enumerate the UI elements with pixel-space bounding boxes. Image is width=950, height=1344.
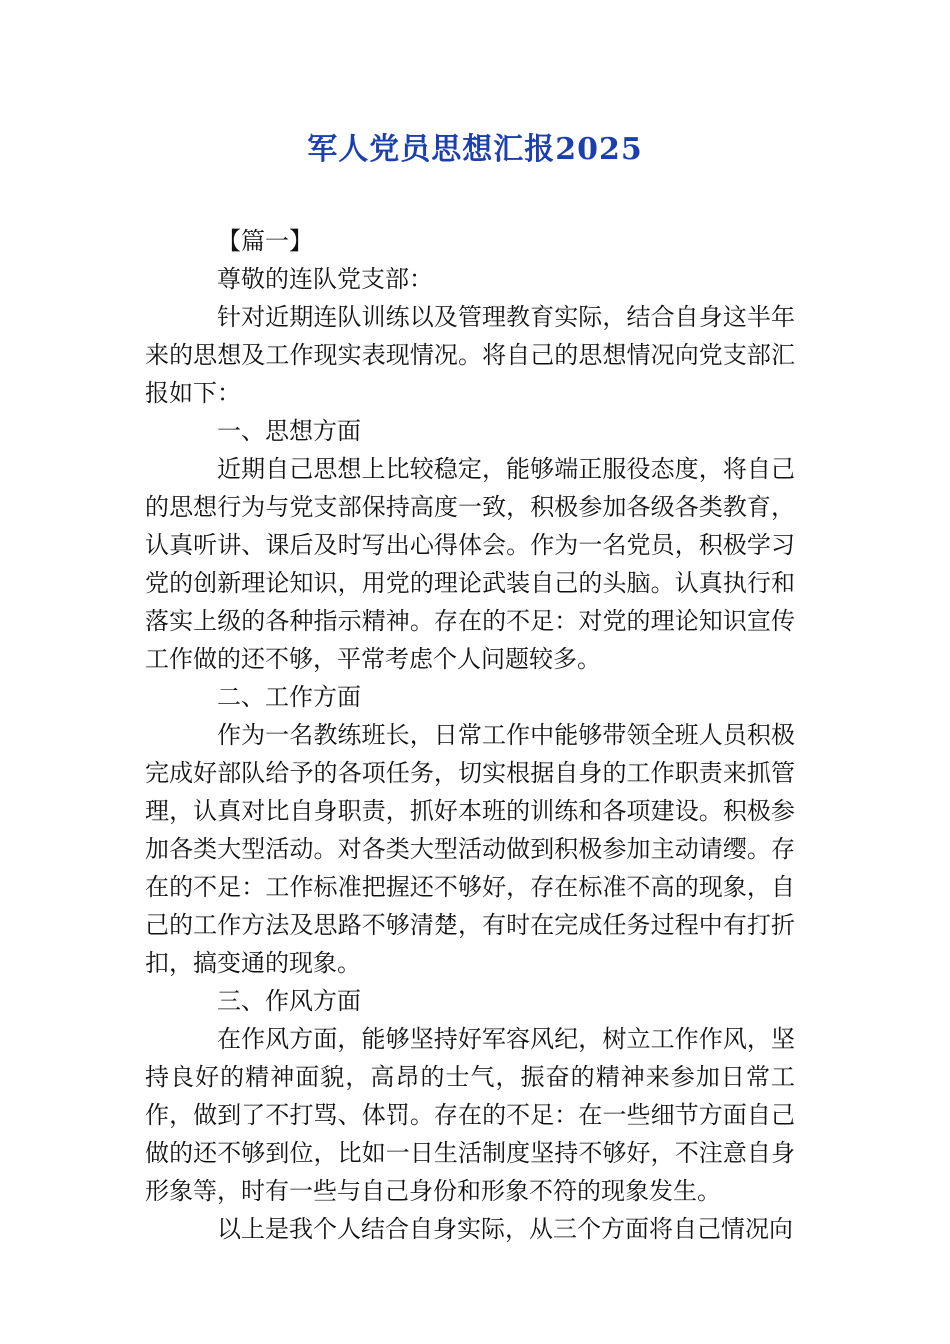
paragraph-style: 在作风方面，能够坚持好军容风纪，树立工作作风，坚持良好的精神面貌，高昂的士气，振奋的精神来参加日常工作，做到了不打骂、体罚。存在的不足：在一些细节方面自己做的还不够到位，比如一日生活制度坚持不够好，不注意自身形象等，时有一些与自己身份和形象不符的现象发生。 <box>145 1025 795 1205</box>
paragraph-work: 作为一名教练班长，日常工作中能够带领全班人员积极完成好部队给予的各项任务，切实根据自身的工作职责来抓管理，认真对比自身职责，抓好本班的训练和各项建设。积极参加各类大型活动。对各类大型活动做到积极参加主动请缨。存在的不足：工作标准把握还不够好，存在标准不高的现象，自己的工作方法及思路不够清楚，有时在完成任务过程中有打折扣，搞变通的现象。 <box>145 721 795 977</box>
section-label: 【篇一】 <box>217 227 313 255</box>
closing-paragraph: 以上是我个人结合自身实际，从三个方面将自己情况向 <box>217 1215 793 1243</box>
section-heading-thought: 一、思想方面 <box>217 417 361 445</box>
paragraph-thought: 近期自己思想上比较稳定，能够端正服役态度，将自己的思想行为与党支部保持高度一致，积极参加各级各类教育，认真听讲、课后及时写出心得体会。作为一名党员，积极学习党的创新理论知识，用党的理论武装自己的头脑。认真执行和落实上级的各种指示精神。存在的不足：对党的理论知识宣传工作做的还不够，平常考虑个人问题较多。 <box>145 455 795 673</box>
document-title: 军人党员思想汇报2025 <box>307 132 643 167</box>
document-body <box>145 222 795 1248</box>
section-heading-style: 三、作风方面 <box>217 987 361 1015</box>
salutation: 尊敬的连队党支部： <box>217 265 433 293</box>
section-heading-work: 二、工作方面 <box>217 683 361 711</box>
intro-paragraph: 针对近期连队训练以及管理教育实际，结合自身这半年来的思想及工作现实表现情况。将自己的思想情况向党支部汇报如下： <box>145 303 795 407</box>
